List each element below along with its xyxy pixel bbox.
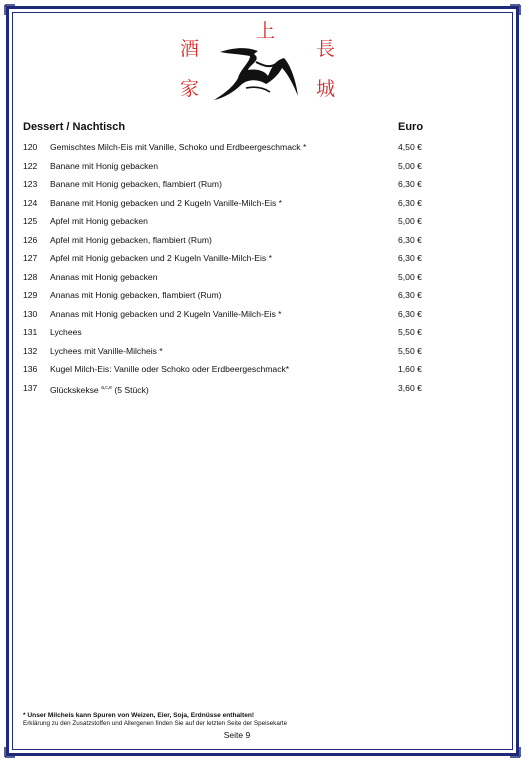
- item-number: 127: [23, 253, 38, 263]
- item-number: 122: [23, 160, 38, 171]
- allergen-superscript: a,c,e: [101, 384, 112, 391]
- item-name: Ananas mit Honig gebacken und 2 Kugeln Vanille-Milch-Eis *: [50, 308, 282, 319]
- item-name: Banane mit Honig gebacken: [50, 160, 158, 171]
- item-name: Gemischtes Milch-Eis mit Vanille, Schoko und Erdbeergeschmack *: [50, 142, 307, 152]
- item-price: 6,30 €: [398, 179, 422, 189]
- item-price: 5,00 €: [398, 216, 422, 226]
- item-name-text: Glückskekse: [50, 384, 99, 395]
- item-name: Ananas mit Honig gebacken, flambiert (Rum): [50, 290, 222, 300]
- menu-item: [23, 251, 443, 270]
- dessert-menu-list: [23, 140, 443, 399]
- item-number: 132: [23, 345, 38, 356]
- additives-explanation: Erklärung zu den Zusatzstoffen und Allergenen finden Sie auf der letzten Seite der Speisekarte: [23, 720, 288, 727]
- menu-item: [23, 214, 443, 233]
- item-number: 125: [23, 216, 38, 226]
- item-number: 120: [23, 142, 38, 152]
- item-price: 6,30 €: [398, 234, 422, 245]
- item-name: Apfel mit Honig gebacken: [50, 216, 148, 226]
- item-number: 128: [23, 271, 38, 282]
- item-name: Apfel mit Honig gebacken, flambiert (Rum): [50, 234, 212, 245]
- corner-ornament-bottom-left: [4, 746, 16, 758]
- item-price: 5,00 €: [398, 160, 422, 171]
- section-title: Dessert / Nachtisch: [23, 121, 126, 133]
- menu-item: [23, 140, 443, 159]
- item-number: 136: [23, 364, 38, 374]
- item-price: 1,60 €: [398, 364, 422, 374]
- great-wall-brush-icon: [210, 42, 310, 104]
- logo-character: 酒: [180, 38, 200, 60]
- logo-character: 長: [316, 38, 336, 60]
- menu-item: [23, 196, 443, 215]
- item-price: 5,50 €: [398, 345, 422, 356]
- restaurant-logo: [176, 18, 356, 110]
- corner-ornament-bottom-right: [509, 746, 521, 758]
- menu-item: [23, 307, 443, 326]
- item-name: Lychees mit Vanille-Milcheis *: [50, 345, 163, 356]
- item-price: 5,50 €: [398, 327, 422, 337]
- item-number: 137: [23, 382, 38, 393]
- item-name: [50, 381, 149, 397]
- menu-item: [23, 270, 443, 289]
- page-number: Seite 9: [223, 730, 251, 740]
- item-number: 129: [23, 290, 38, 300]
- item-price: 6,30 €: [398, 253, 422, 263]
- item-name: Banane mit Honig gebacken, flambiert (Rum): [50, 179, 222, 189]
- item-number: 130: [23, 308, 38, 319]
- menu-item: [23, 288, 443, 307]
- item-name: Banane mit Honig gebacken und 2 Kugeln Vanille-Milch-Eis *: [50, 197, 283, 208]
- menu-item: [23, 233, 443, 252]
- item-price: 5,00 €: [398, 271, 422, 282]
- item-price: 6,30 €: [398, 290, 422, 300]
- corner-ornament-top-left: [4, 4, 16, 16]
- menu-item: [23, 362, 443, 381]
- currency-label: Euro: [398, 121, 424, 133]
- item-number: 131: [23, 327, 38, 337]
- item-number: 123: [23, 179, 38, 189]
- menu-item: [23, 344, 443, 363]
- item-price: 6,30 €: [398, 308, 422, 319]
- item-name: Kugel Milch-Eis: Vanille oder Schoko oder Erdbeergeschmack*: [50, 364, 290, 374]
- logo-character: 城: [316, 78, 336, 100]
- menu-item: [23, 177, 443, 196]
- menu-item: [23, 381, 443, 400]
- allergen-note: * Unser Milcheis kann Spuren von Weizen, Eier, Soja, Erdnüsse enthalten!: [23, 712, 255, 719]
- item-price: 4,50 €: [398, 142, 422, 152]
- corner-ornament-top-right: [509, 4, 521, 16]
- item-number: 124: [23, 197, 38, 208]
- menu-section-heading: [23, 121, 425, 133]
- item-number: 126: [23, 234, 38, 245]
- menu-item: [23, 325, 443, 344]
- item-name: Apfel mit Honig gebacken und 2 Kugeln Vanille-Milch-Eis *: [50, 253, 272, 263]
- logo-character: 上: [256, 20, 276, 42]
- item-name-suffix: (5 Stück): [111, 384, 149, 395]
- logo-character: 家: [180, 78, 200, 100]
- menu-item: [23, 159, 443, 178]
- item-name: Lychees: [50, 327, 82, 337]
- item-price: 6,30 €: [398, 197, 422, 208]
- item-price: 3,60 €: [398, 382, 422, 393]
- item-name: Ananas mit Honig gebacken: [50, 271, 158, 282]
